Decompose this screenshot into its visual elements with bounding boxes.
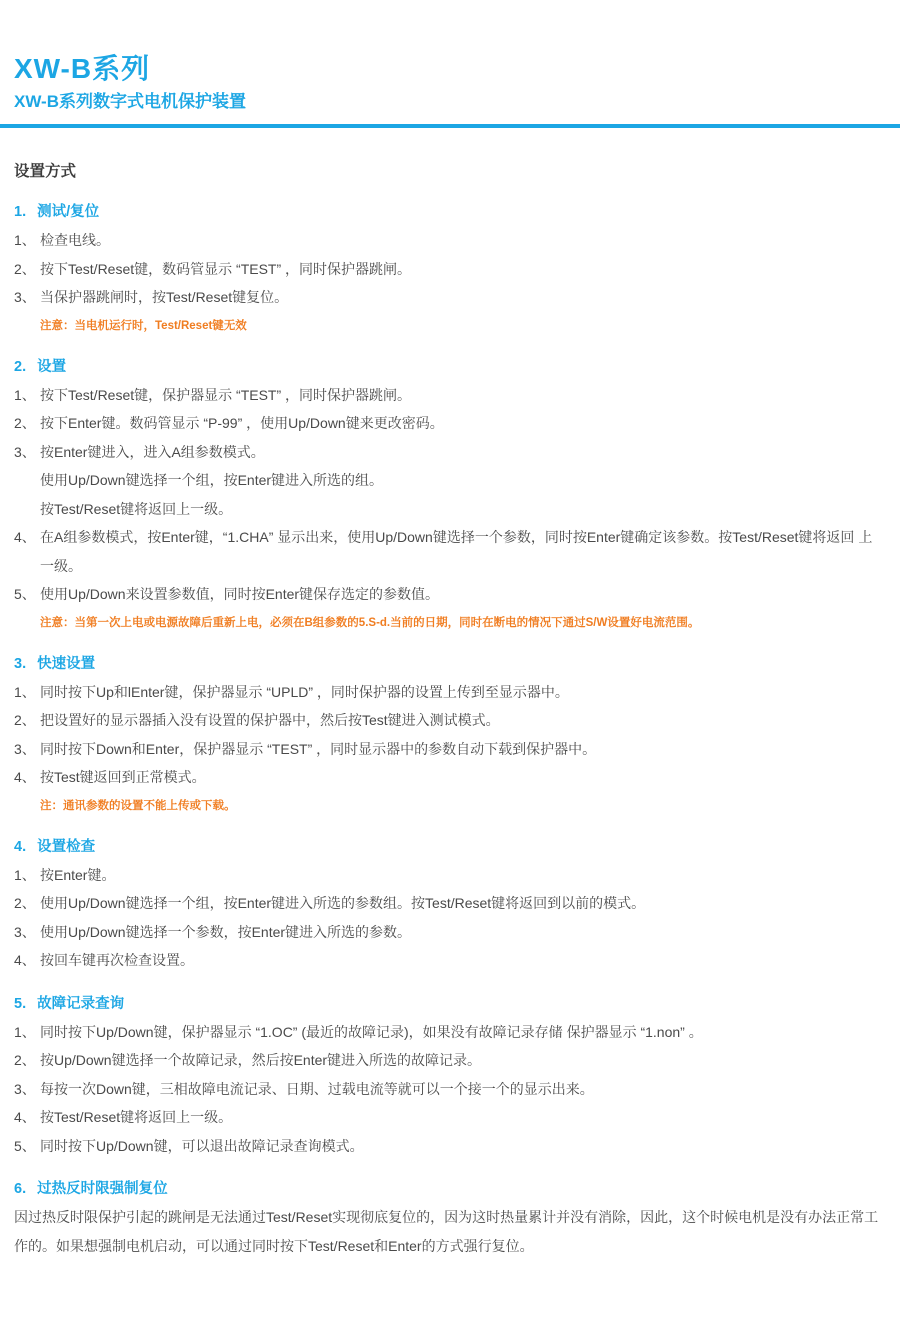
list-item-text: 使用Up/Down键选择一个组，按Enter键进入所选的组。 xyxy=(40,472,384,488)
section-number: 3. xyxy=(14,655,27,672)
list-item-number: 2、 xyxy=(14,1052,36,1068)
header-divider-rule xyxy=(0,124,900,128)
list-item-number: 2、 xyxy=(14,895,36,911)
list-item-text: 按Enter键进入，进入A组参数模式。 xyxy=(40,443,265,460)
section-title xyxy=(14,833,886,861)
section-title xyxy=(14,650,886,678)
section-title xyxy=(14,990,886,1018)
list-item-text: 检查电线。 xyxy=(40,232,110,248)
list-item-text: 同时按下Up/Down键，可以退出故障记录查询模式。 xyxy=(40,1137,364,1154)
document-title: XW-B系列 xyxy=(14,53,151,84)
list-item-text: 同时按下Up/Down键，保护器显示 “1.OC” (最近的故障记录)，如果没有故障记录存储 保护器显示 “1.non” 。 xyxy=(40,1023,703,1040)
list-item-number: 1、 xyxy=(14,866,36,883)
list-item-number: 4、 xyxy=(14,952,36,968)
list-item-text: 使用Up/Down来设置参数值，同时按Enter键保存选定的参数值。 xyxy=(40,586,440,602)
list-item xyxy=(14,1018,886,1047)
list-item xyxy=(14,1103,886,1132)
list-item-number: 3、 xyxy=(14,923,36,940)
list-item-number: 4、 xyxy=(14,1109,36,1125)
list-item xyxy=(14,409,886,438)
list-item xyxy=(14,861,886,890)
section-number: 5. xyxy=(14,995,27,1012)
document-subtitle: XW-B系列数字式电机保护装置 xyxy=(14,92,246,111)
list-item-text: 每按一次Down键，三相故障电流记录、日期、过载电流等就可以一个接一个的显示出来。 xyxy=(40,1080,594,1097)
list-item xyxy=(14,523,886,580)
section-number: 1. xyxy=(14,204,27,220)
list-item-text: 按Test/Reset键将返回上一级。 xyxy=(40,500,233,517)
note-text: 注：通讯参数的设置不能上传或下载。 xyxy=(40,799,236,812)
section-title-label: 设置检查 xyxy=(37,838,96,855)
list-item-text: 使用Up/Down键选择一个组，按Enter键进入所选的参数组。按Test/Reset键将返回到以前的模式。 xyxy=(40,895,646,911)
list-item-text: 按下Test/Reset键，数码管显示 “TEST” ，同时保护器跳闸。 xyxy=(40,260,412,277)
section-number: 2. xyxy=(14,358,27,375)
section-number: 6. xyxy=(14,1181,27,1197)
list-item-number: 5、 xyxy=(14,586,36,602)
list-item-text: 按Enter键。 xyxy=(40,866,116,883)
section-title xyxy=(14,198,886,226)
list-item-number: 1、 xyxy=(14,386,36,403)
list-item xyxy=(14,678,886,707)
list-item-number xyxy=(14,495,40,524)
list-item-text: 按回车键再次检查设置。 xyxy=(40,952,194,968)
list-item-text: 按下Test/Reset键，保护器显示 “TEST” ，同时保护器跳闸。 xyxy=(40,386,412,403)
list-item-text: 当保护器跳闸时，按Test/Reset键复位。 xyxy=(40,289,289,305)
list-item xyxy=(14,495,886,524)
list-item-text: 使用Up/Down键选择一个参数，按Enter键进入所选的参数。 xyxy=(40,923,412,940)
list-item xyxy=(14,283,886,312)
list-item-number: 3、 xyxy=(14,289,36,305)
list-item xyxy=(14,381,886,410)
list-item-number: 1、 xyxy=(14,1023,36,1040)
list-item-number: 2、 xyxy=(14,712,36,728)
list-item-number: 1、 xyxy=(14,232,36,248)
list-item-number xyxy=(14,466,40,495)
list-item-number: 3、 xyxy=(14,1080,36,1097)
list-item-number: 1、 xyxy=(14,683,36,700)
list-item-text: 同时按下Up和lEnter键，保护器显示 “UPLD” ，同时保护器的设置上传到至显示器中。 xyxy=(40,683,569,700)
page-heading: 设置方式 xyxy=(14,163,77,180)
section-title-label: 设置 xyxy=(37,358,67,375)
list-item-text: 把设置好的显示器插入没有设置的保护器中，然后按Test键进入测试模式。 xyxy=(40,712,500,728)
list-item xyxy=(14,438,886,467)
list-item-number: 4、 xyxy=(14,769,36,785)
section-title-label: 过热反时限强制复位 xyxy=(37,1181,168,1197)
section-title-label: 快速设置 xyxy=(37,655,96,672)
list-item xyxy=(14,226,886,255)
section-title-label: 故障记录查询 xyxy=(37,995,125,1012)
section-title-label: 测试/复位 xyxy=(37,204,100,220)
section xyxy=(14,833,886,975)
list-item xyxy=(14,735,886,764)
list-item xyxy=(14,466,886,495)
section xyxy=(14,650,886,818)
section xyxy=(14,198,886,338)
list-item xyxy=(14,1075,886,1104)
list-item-text: 按下Enter键。数码管显示 “P-99” ，使用Up/Down键来更改密码。 xyxy=(40,415,444,431)
section xyxy=(14,990,886,1161)
section-number: 4. xyxy=(14,838,27,855)
list-item xyxy=(14,918,886,947)
section-paragraph: 因过热反时限保护引起的跳闸是无法通过Test/Reset实现彻底复位的，因为这时热量累计并没有消除，因此，这个时候电机是没有办法正常工作的。如果想强制电机启动，可以通过同时按下Test/Reset和Enter的方式强行复位。 xyxy=(14,1209,879,1254)
note-text: 注意：当第一次上电或电源故障后重新上电，必须在B组参数的5.S-d.当前的日期，同时在断电的情况下通过S/W设置好电流范围。 xyxy=(40,616,700,629)
list-item-number: 2、 xyxy=(14,415,36,431)
list-item xyxy=(14,889,886,918)
section xyxy=(14,353,886,635)
list-item-text: 按Test键返回到正常模式。 xyxy=(40,769,206,785)
list-item-number: 3、 xyxy=(14,740,36,757)
list-item xyxy=(14,580,886,609)
note-text: 注意：当电机运行时，Test/Reset键无效 xyxy=(40,319,247,332)
list-item xyxy=(14,255,886,284)
list-item xyxy=(14,1132,886,1161)
list-item-number: 3、 xyxy=(14,443,36,460)
list-item-number: 4、 xyxy=(14,529,36,545)
list-item xyxy=(14,763,886,792)
sections xyxy=(14,198,886,1260)
list-item-text: 同时按下Down和Enter，保护器显示 “TEST” ，同时显示器中的参数自动下载到保护器中。 xyxy=(40,740,597,757)
list-item-number: 5、 xyxy=(14,1137,36,1154)
list-item-text: 按Test/Reset键将返回上一级。 xyxy=(40,1109,233,1125)
list-item xyxy=(14,946,886,975)
list-item-number: 2、 xyxy=(14,260,36,277)
list-item xyxy=(14,1046,886,1075)
list-item xyxy=(14,706,886,735)
section-title xyxy=(14,1175,886,1203)
list-item-text: 按Up/Down键选择一个故障记录，然后按Enter键进入所选的故障记录。 xyxy=(40,1052,482,1068)
section xyxy=(14,1175,886,1260)
section-title xyxy=(14,353,886,381)
list-item-text: 在A组参数模式，按Enter键，“1.CHA” 显示出来，使用Up/Down键选择一个参数，同时按Enter键确定该参数。按Test/Reset键将返回 上一级。 xyxy=(40,529,873,574)
